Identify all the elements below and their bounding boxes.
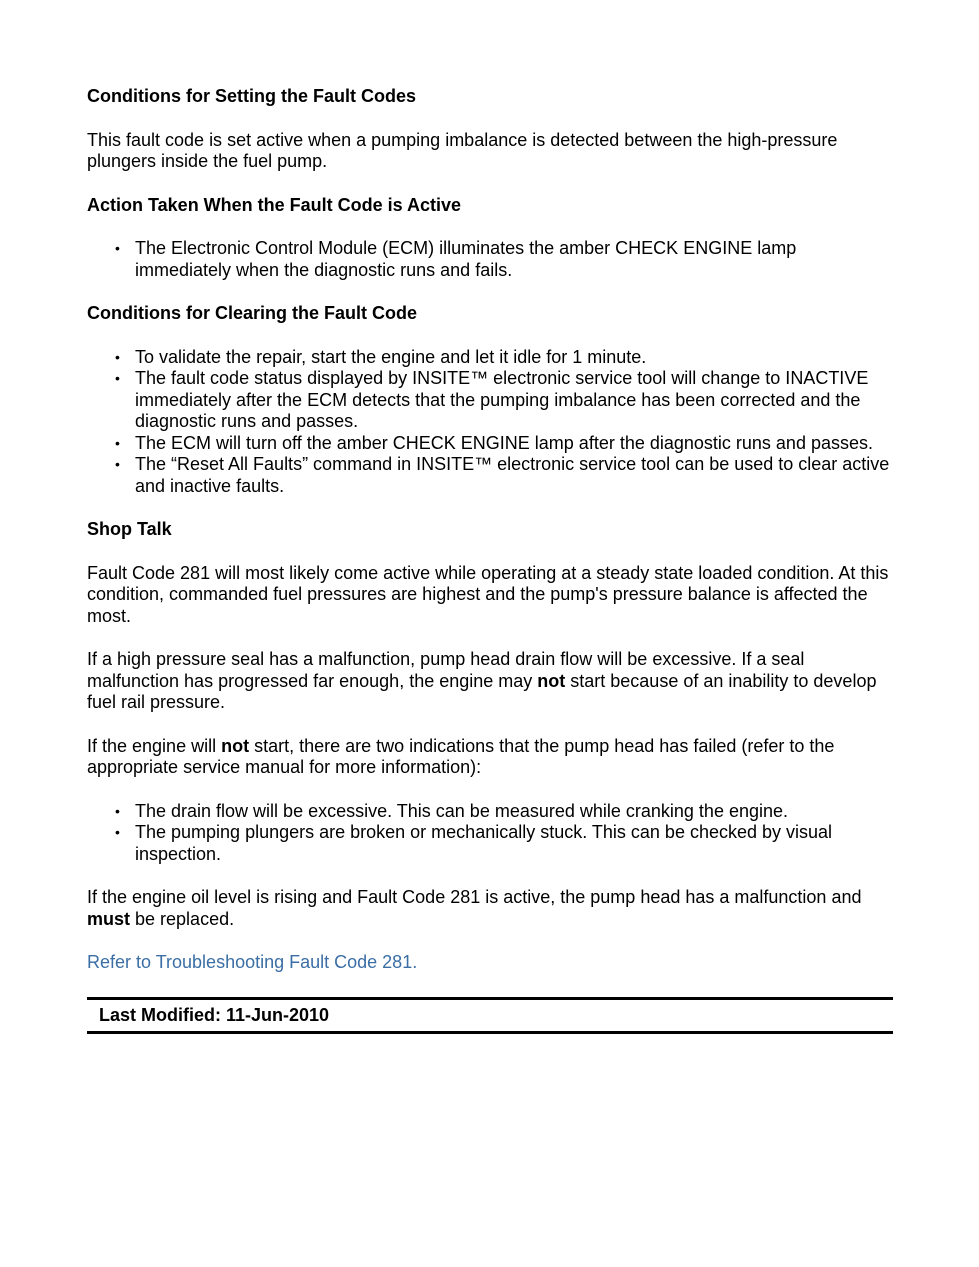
list-item — [87, 433, 893, 455]
list-item-text: The drain flow will be excessive. This can be measured while cranking the engine. — [135, 800, 789, 821]
action-heading: Action Taken When the Fault Code is Active — [87, 194, 462, 215]
list-item — [87, 801, 893, 823]
list-item — [87, 822, 893, 865]
refer-paragraph — [87, 952, 893, 974]
list-item-text: To validate the repair, start the engine and let it idle for 1 minute. — [135, 346, 647, 367]
list-item — [87, 454, 893, 497]
indication-list — [87, 801, 893, 866]
bullet-icon: • — [115, 824, 120, 840]
clearing-heading: Conditions for Clearing the Fault Code — [87, 303, 417, 323]
bullet-icon: • — [115, 802, 120, 819]
bullet-icon: • — [115, 370, 120, 386]
list-item-text: The “Reset All Faults” command in INSITE™ electronic service tool can be used to clear active and inactive faults. — [135, 454, 890, 496]
emphasis-not: not — [221, 735, 250, 756]
clearing-list — [87, 347, 893, 498]
list-item-text: The Electronic Control Module (ECM) illuminates the amber CHECK ENGINE lamp immediately when the diagnostic runs and fails. — [135, 238, 797, 280]
list-item-text: The ECM will turn off the amber CHECK ENGINE lamp after the diagnostic runs and passes. — [135, 432, 873, 453]
list-item-text: The fault code status displayed by INSITE™ electronic service tool will change to INACTIVE immediately after the ECM detects that the pumping imbalance has been corrected and the diagnostic runs and passes. — [135, 368, 869, 431]
document-page — [87, 86, 893, 1034]
last-modified-footer: Last Modified: 11-Jun-2010 — [87, 997, 893, 1034]
list-item — [87, 238, 893, 281]
shop-talk-paragraph-4: If the engine oil level is rising and Fault Code 281 is active, the pump head has a malfunction and must be replaced. — [87, 887, 862, 929]
action-list — [87, 238, 893, 281]
bullet-icon: • — [115, 240, 120, 256]
shop-talk-paragraph-1: Fault Code 281 will most likely come active while operating at a steady state loaded condition. At this condition, commanded fuel pressures are highest and the pump's pressure balance is affected the most. — [87, 562, 889, 626]
list-item — [87, 368, 893, 433]
shop-talk-paragraph-3: If the engine will not start, there are two indications that the pump head has failed (refer to the appropriate service manual for more information): — [87, 735, 835, 777]
shop-talk-heading: Shop Talk — [87, 519, 172, 539]
setting-heading: Conditions for Setting the Fault Codes — [87, 86, 416, 106]
list-item — [87, 347, 893, 369]
bullet-icon: • — [115, 434, 120, 451]
list-item-text: The pumping plungers are broken or mechanically stuck. This can be checked by visual inspection. — [135, 822, 833, 864]
setting-text: This fault code is set active when a pumping imbalance is detected between the high-pressure plungers inside the fuel pump. — [87, 129, 838, 171]
emphasis-must: must — [87, 908, 131, 929]
troubleshooting-link[interactable]: Refer to Troubleshooting Fault Code 281. — [87, 952, 418, 972]
bullet-icon: • — [115, 456, 120, 472]
bullet-icon: • — [115, 348, 120, 365]
shop-talk-paragraph-2: If a high pressure seal has a malfunction, pump head drain flow will be excessive. If a seal malfunction has progressed far enough, the engine may not start because of an inability to develop fuel rail pressure. — [87, 649, 877, 712]
emphasis-not: not — [537, 670, 566, 691]
